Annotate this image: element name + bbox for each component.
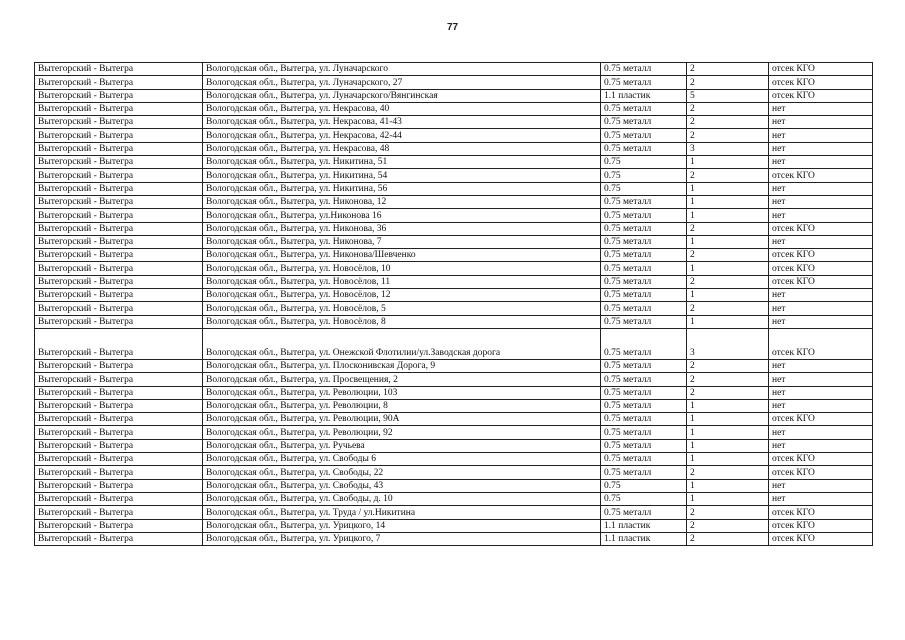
container-type-cell: 0.75 металл: [601, 249, 687, 262]
address-cell: Вологодская обл., Вытегра, ул. Никонова/Шевченко: [203, 249, 601, 262]
table-row: [35, 182, 873, 195]
address-cell: Вологодская обл., Вытегра, ул. Свободы, 22: [203, 466, 601, 479]
container-count-cell: 1: [687, 479, 769, 492]
container-count-cell: 2: [687, 169, 769, 182]
container-count-cell: 2: [687, 63, 769, 76]
district-cell: Вытегорский - Вытегра: [35, 359, 203, 372]
bulky-waste-cell: нет: [769, 439, 873, 452]
bulky-waste-cell: нет: [769, 426, 873, 439]
table-row: [35, 413, 873, 426]
address-cell: Вологодская обл., Вытегра, ул. Никитина, 54: [203, 169, 601, 182]
address-cell: Вологодская обл., Вытегра, ул. Просвещения, 2: [203, 373, 601, 386]
table-row: [35, 399, 873, 412]
bulky-waste-cell: отсек КГО: [769, 328, 873, 359]
district-cell: Вытегорский - Вытегра: [35, 453, 203, 466]
container-type-cell: 0.75 металл: [601, 262, 687, 275]
address-cell: Вологодская обл., Вытегра, ул. Новосёлов, 12: [203, 289, 601, 302]
district-cell: Вытегорский - Вытегра: [35, 413, 203, 426]
table-row: [35, 359, 873, 372]
container-count-cell: 2: [687, 249, 769, 262]
table-row: [35, 102, 873, 115]
address-cell: Вологодская обл., Вытегра, ул. Плосконивская Дорога, 9: [203, 359, 601, 372]
district-cell: Вытегорский - Вытегра: [35, 506, 203, 519]
district-cell: Вытегорский - Вытегра: [35, 262, 203, 275]
address-cell: Вологодская обл., Вытегра, ул. Никонова, 36: [203, 222, 601, 235]
district-cell: Вытегорский - Вытегра: [35, 386, 203, 399]
bulky-waste-cell: нет: [769, 315, 873, 328]
container-count-cell: 2: [687, 222, 769, 235]
table-row: [35, 195, 873, 208]
district-cell: Вытегорский - Вытегра: [35, 492, 203, 505]
container-type-cell: 0.75: [601, 479, 687, 492]
container-type-cell: 0.75 металл: [601, 315, 687, 328]
table-row: [35, 466, 873, 479]
district-cell: Вытегорский - Вытегра: [35, 129, 203, 142]
address-cell: Вологодская обл., Вытегра, ул. Революции, 92: [203, 426, 601, 439]
bulky-waste-cell: нет: [769, 302, 873, 315]
table-row: [35, 532, 873, 545]
bulky-waste-cell: отсек КГО: [769, 249, 873, 262]
district-cell: Вытегорский - Вытегра: [35, 235, 203, 248]
bulky-waste-cell: отсек КГО: [769, 76, 873, 89]
table-row: [35, 169, 873, 182]
bulky-waste-cell: нет: [769, 102, 873, 115]
table-row: [35, 479, 873, 492]
table-row: [35, 76, 873, 89]
container-type-cell: 0.75 металл: [601, 439, 687, 452]
bulky-waste-cell: отсек КГО: [769, 532, 873, 545]
container-count-cell: 2: [687, 302, 769, 315]
container-type-cell: 0.75 металл: [601, 289, 687, 302]
address-cell: Вологодская обл., Вытегра, ул. Никитина, 56: [203, 182, 601, 195]
table-row: [35, 315, 873, 328]
address-cell: Вологодская обл., Вытегра, ул. Революции, 8: [203, 399, 601, 412]
address-cell: Вологодская обл., Вытегра, ул. Свободы, д. 10: [203, 492, 601, 505]
address-cell: Вологодская обл., Вытегра, ул. Революции, 103: [203, 386, 601, 399]
table-row: [35, 289, 873, 302]
container-count-cell: 2: [687, 116, 769, 129]
container-count-cell: 1: [687, 182, 769, 195]
container-type-cell: 1.1 пластик: [601, 89, 687, 102]
table-row: [35, 262, 873, 275]
table-row: [35, 209, 873, 222]
container-count-cell: 3: [687, 328, 769, 359]
address-cell: Вологодская обл., Вытегра, ул. Урицкого, 7: [203, 532, 601, 545]
container-type-cell: 0.75 металл: [601, 302, 687, 315]
container-count-cell: 2: [687, 275, 769, 288]
district-cell: Вытегорский - Вытегра: [35, 63, 203, 76]
container-type-cell: 0.75 металл: [601, 102, 687, 115]
table-row: [35, 156, 873, 169]
address-cell: Вологодская обл., Вытегра, ул. Новосёлов, 11: [203, 275, 601, 288]
address-cell: Вологодская обл., Вытегра, ул. Свободы 6: [203, 453, 601, 466]
address-cell: Вологодская обл., Вытегра, ул. Никонова, 12: [203, 195, 601, 208]
table-row: [35, 453, 873, 466]
table-body: [35, 63, 873, 546]
bulky-waste-cell: отсек КГО: [769, 262, 873, 275]
container-type-cell: 0.75 металл: [601, 453, 687, 466]
container-count-cell: 1: [687, 289, 769, 302]
district-cell: Вытегорский - Вытегра: [35, 195, 203, 208]
bulky-waste-cell: нет: [769, 156, 873, 169]
address-cell: Вологодская обл., Вытегра, ул. Революции, 90А: [203, 413, 601, 426]
container-count-cell: 5: [687, 89, 769, 102]
container-count-cell: 1: [687, 492, 769, 505]
address-cell: Вологодская обл., Вытегра, ул. Труда / ул.Никитина: [203, 506, 601, 519]
page-number: 77: [446, 22, 459, 33]
bulky-waste-cell: отсек КГО: [769, 169, 873, 182]
container-type-cell: 0.75 металл: [601, 235, 687, 248]
bulky-waste-cell: нет: [769, 116, 873, 129]
district-cell: Вытегорский - Вытегра: [35, 102, 203, 115]
container-count-cell: 2: [687, 76, 769, 89]
district-cell: Вытегорский - Вытегра: [35, 76, 203, 89]
district-cell: Вытегорский - Вытегра: [35, 89, 203, 102]
bulky-waste-cell: отсек КГО: [769, 413, 873, 426]
container-count-cell: 1: [687, 399, 769, 412]
container-count-cell: 1: [687, 315, 769, 328]
table-row: [35, 249, 873, 262]
district-cell: Вытегорский - Вытегра: [35, 532, 203, 545]
container-type-cell: 0.75 металл: [601, 373, 687, 386]
address-cell: Вологодская обл., Вытегра, ул. Луначарского/Вянгинская: [203, 89, 601, 102]
district-cell: Вытегорский - Вытегра: [35, 466, 203, 479]
table-row: [35, 302, 873, 315]
container-type-cell: 0.75 металл: [601, 76, 687, 89]
bulky-waste-cell: отсек КГО: [769, 453, 873, 466]
container-type-cell: 0.75 металл: [601, 116, 687, 129]
bulky-waste-cell: нет: [769, 129, 873, 142]
container-count-cell: 1: [687, 426, 769, 439]
district-cell: Вытегорский - Вытегра: [35, 275, 203, 288]
district-cell: Вытегорский - Вытегра: [35, 142, 203, 155]
district-cell: Вытегорский - Вытегра: [35, 116, 203, 129]
container-type-cell: 0.75 металл: [601, 63, 687, 76]
container-type-cell: 0.75 металл: [601, 275, 687, 288]
district-cell: Вытегорский - Вытегра: [35, 182, 203, 195]
container-count-cell: 2: [687, 532, 769, 545]
container-type-cell: 0.75 металл: [601, 399, 687, 412]
district-cell: Вытегорский - Вытегра: [35, 249, 203, 262]
address-cell: Вологодская обл., Вытегра, ул. Некрасова, 42-44: [203, 129, 601, 142]
container-type-cell: 0.75: [601, 169, 687, 182]
container-count-cell: 1: [687, 413, 769, 426]
container-count-cell: 2: [687, 519, 769, 532]
bulky-waste-cell: нет: [769, 235, 873, 248]
address-cell: Вологодская обл., Вытегра, ул. Свободы, 43: [203, 479, 601, 492]
address-cell: Вологодская обл., Вытегра, ул. Луначарского: [203, 63, 601, 76]
table-row: [35, 129, 873, 142]
table-row: [35, 328, 873, 359]
address-cell: Вологодская обл., Вытегра, ул. Некрасова, 40: [203, 102, 601, 115]
container-type-cell: 0.75 металл: [601, 142, 687, 155]
table-row: [35, 386, 873, 399]
table-row: [35, 235, 873, 248]
bulky-waste-cell: нет: [769, 289, 873, 302]
bulky-waste-cell: нет: [769, 209, 873, 222]
district-cell: Вытегорский - Вытегра: [35, 315, 203, 328]
container-type-cell: 1.1 пластик: [601, 519, 687, 532]
container-count-cell: 2: [687, 359, 769, 372]
district-cell: Вытегорский - Вытегра: [35, 222, 203, 235]
district-cell: Вытегорский - Вытегра: [35, 439, 203, 452]
container-count-cell: 3: [687, 142, 769, 155]
table-row: [35, 426, 873, 439]
bulky-waste-cell: отсек КГО: [769, 519, 873, 532]
bulky-waste-cell: отсек КГО: [769, 466, 873, 479]
bulky-waste-cell: отсек КГО: [769, 63, 873, 76]
bulky-waste-cell: отсек КГО: [769, 89, 873, 102]
container-count-cell: 1: [687, 209, 769, 222]
container-count-cell: 1: [687, 262, 769, 275]
district-cell: Вытегорский - Вытегра: [35, 156, 203, 169]
district-cell: Вытегорский - Вытегра: [35, 399, 203, 412]
district-cell: Вытегорский - Вытегра: [35, 426, 203, 439]
container-count-cell: 2: [687, 129, 769, 142]
bulky-waste-cell: нет: [769, 386, 873, 399]
container-count-cell: 2: [687, 506, 769, 519]
bulky-waste-cell: отсек КГО: [769, 275, 873, 288]
table-row: [35, 492, 873, 505]
container-type-cell: 0.75 металл: [601, 209, 687, 222]
address-cell: Вологодская обл., Вытегра, ул. Онежской Флотилии/ул.Заводская дорога: [203, 328, 601, 359]
district-cell: Вытегорский - Вытегра: [35, 209, 203, 222]
bulky-waste-cell: нет: [769, 359, 873, 372]
table-row: [35, 116, 873, 129]
bulky-waste-cell: нет: [769, 195, 873, 208]
district-cell: Вытегорский - Вытегра: [35, 373, 203, 386]
district-cell: Вытегорский - Вытегра: [35, 479, 203, 492]
container-type-cell: 0.75 металл: [601, 222, 687, 235]
container-count-cell: 2: [687, 466, 769, 479]
address-cell: Вологодская обл., Вытегра, ул. Новосёлов, 8: [203, 315, 601, 328]
container-type-cell: 0.75 металл: [601, 426, 687, 439]
container-type-cell: 0.75 металл: [601, 386, 687, 399]
district-cell: Вытегорский - Вытегра: [35, 169, 203, 182]
container-count-cell: 1: [687, 195, 769, 208]
address-cell: Вологодская обл., Вытегра, ул. Ручьева: [203, 439, 601, 452]
address-cell: Вологодская обл., Вытегра, ул. Урицкого, 14: [203, 519, 601, 532]
container-type-cell: 0.75: [601, 492, 687, 505]
container-type-cell: 0.75 металл: [601, 413, 687, 426]
container-count-cell: 2: [687, 102, 769, 115]
container-count-cell: 1: [687, 156, 769, 169]
container-type-cell: 0.75 металл: [601, 466, 687, 479]
address-cell: Вологодская обл., Вытегра, ул. Никитина, 51: [203, 156, 601, 169]
container-type-cell: 0.75: [601, 156, 687, 169]
table-row: [35, 439, 873, 452]
address-cell: Вологодская обл., Вытегра, ул. Никонова, 7: [203, 235, 601, 248]
address-cell: Вологодская обл., Вытегра, ул. Некрасова, 41-43: [203, 116, 601, 129]
district-cell: Вытегорский - Вытегра: [35, 302, 203, 315]
container-count-cell: 1: [687, 235, 769, 248]
district-cell: Вытегорский - Вытегра: [35, 328, 203, 359]
bulky-waste-cell: нет: [769, 399, 873, 412]
container-type-cell: 0.75 металл: [601, 129, 687, 142]
container-count-cell: 2: [687, 373, 769, 386]
table-row: [35, 373, 873, 386]
table-row: [35, 63, 873, 76]
bulky-waste-cell: нет: [769, 373, 873, 386]
container-type-cell: 0.75 металл: [601, 195, 687, 208]
district-cell: Вытегорский - Вытегра: [35, 289, 203, 302]
bulky-waste-cell: нет: [769, 182, 873, 195]
address-cell: Вологодская обл., Вытегра, ул. Луначарского, 27: [203, 76, 601, 89]
address-cell: Вологодская обл., Вытегра, ул.Никонова 16: [203, 209, 601, 222]
table-row: [35, 89, 873, 102]
bulky-waste-cell: нет: [769, 142, 873, 155]
container-type-cell: 0.75 металл: [601, 359, 687, 372]
container-type-cell: 1.1 пластик: [601, 532, 687, 545]
table-row: [35, 222, 873, 235]
container-type-cell: 0.75: [601, 182, 687, 195]
container-count-cell: 1: [687, 439, 769, 452]
container-count-cell: 2: [687, 386, 769, 399]
container-type-cell: 0.75 металл: [601, 328, 687, 359]
table-row: [35, 142, 873, 155]
container-type-cell: 0.75 металл: [601, 506, 687, 519]
address-cell: Вологодская обл., Вытегра, ул. Новосёлов, 5: [203, 302, 601, 315]
table-row: [35, 275, 873, 288]
table-row: [35, 506, 873, 519]
bulky-waste-cell: нет: [769, 492, 873, 505]
address-cell: Вологодская обл., Вытегра, ул. Некрасова, 48: [203, 142, 601, 155]
bulky-waste-cell: отсек КГО: [769, 222, 873, 235]
container-sites-table: [34, 62, 873, 546]
bulky-waste-cell: нет: [769, 479, 873, 492]
district-cell: Вытегорский - Вытегра: [35, 519, 203, 532]
address-cell: Вологодская обл., Вытегра, ул. Новосёлов, 10: [203, 262, 601, 275]
container-count-cell: 1: [687, 453, 769, 466]
table-row: [35, 519, 873, 532]
bulky-waste-cell: отсек КГО: [769, 506, 873, 519]
